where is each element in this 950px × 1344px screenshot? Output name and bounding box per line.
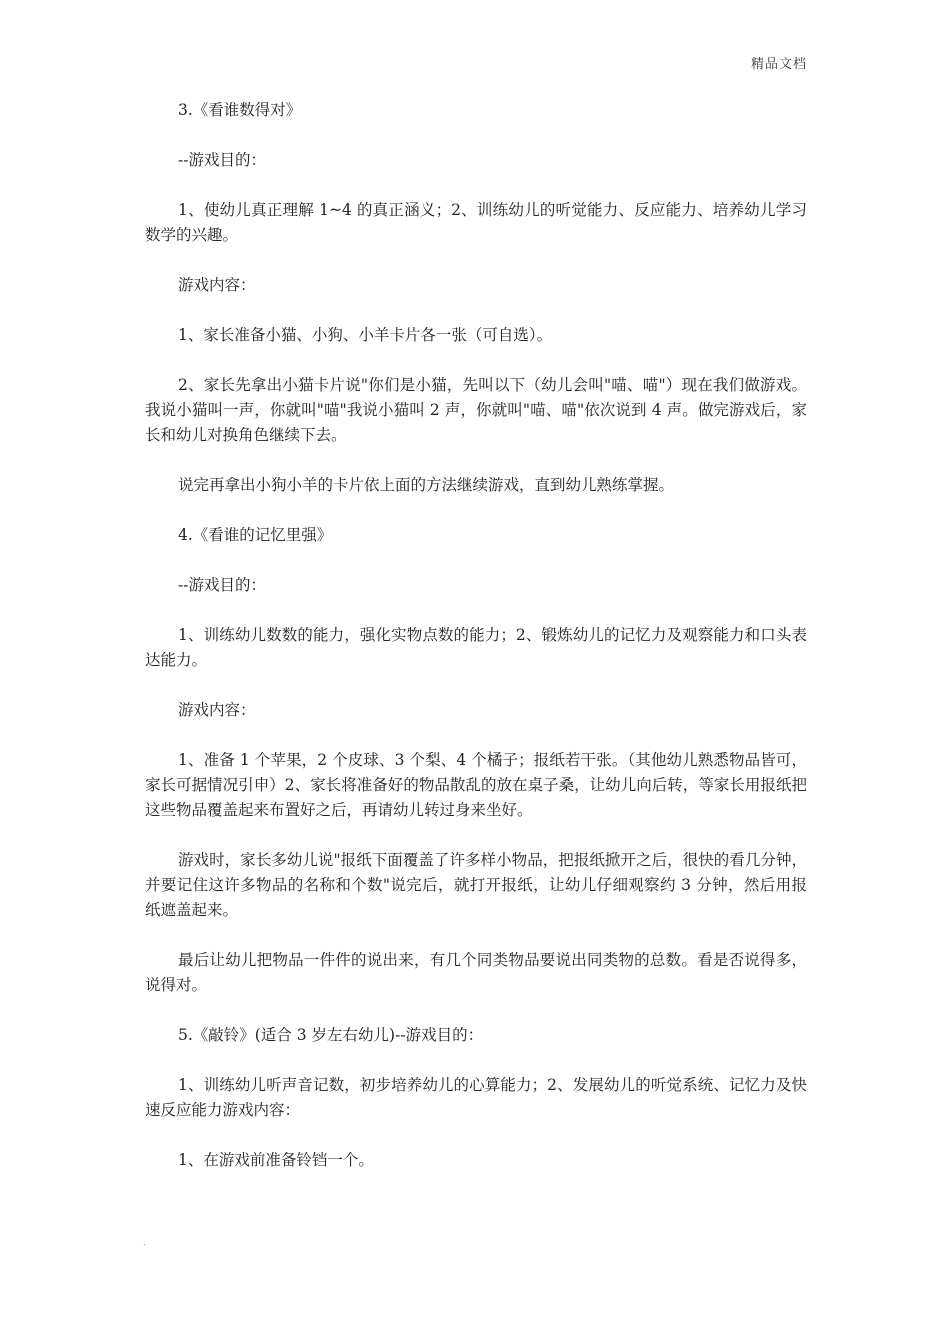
- section-4-goal-text: 1、训练幼儿数数的能力，强化实物点数的能力；2、锻炼幼儿的记忆力及观察能力和口头表达能力。: [145, 626, 807, 669]
- section-3-content-heading: 游戏内容：: [178, 276, 256, 294]
- section-3-goal-text: 1、使幼儿真正理解 1~4 的真正涵义；2、训练幼儿的听觉能力、反应能力、培养幼儿学习数学的兴趣。: [145, 201, 807, 244]
- section-4-step-1: 1、准备 1 个苹果，2 个皮球、3 个梨、4 个橘子；报纸若干张。（其他幼儿熟悉物品皆可，家长可据情况引申）2、家长将准备好的物品散乱的放在桌子桑，让幼儿向后转，等家长用报纸把这些物品覆盖起来布置好之后，再请幼儿转过身来坐好。: [145, 751, 807, 819]
- section-3-step-3: 说完再拿出小狗小羊的卡片依上面的方法继续游戏，直到幼儿熟练掌握。: [178, 476, 675, 494]
- section-4-goal-heading: --游戏目的：: [178, 576, 266, 594]
- section-4-title: 4.《看谁的记忆里强》: [178, 526, 333, 544]
- section-3-step-1: 1、家长准备小猫、小狗、小羊卡片各一张（可自选）。: [178, 326, 553, 344]
- section-4-content-heading: 游戏内容：: [178, 701, 256, 719]
- page-footer-mark: .: [143, 1238, 146, 1247]
- section-5-step-1: 1、在游戏前准备铃铛一个。: [178, 1151, 374, 1169]
- section-3-step-2: 2、家长先拿出小猫卡片说"你们是小猫，先叫以下（幼儿会叫"喵、喵"）现在我们做游戏。我说小猫叫一声，你就叫"喵"我说小猫叫 2 声，你就叫"喵、喵"依次说到 4 声。做完游戏后，家长和幼儿对换角色继续下去。: [145, 376, 807, 444]
- section-3-goal-heading: --游戏目的：: [178, 151, 266, 169]
- section-4-step-2: 游戏时，家长多幼儿说"报纸下面覆盖了许多样小物品，把报纸掀开之后，很快的看几分钟，并要记住这许多物品的名称和个数"说完后，就打开报纸，让幼儿仔细观察约 3 分钟，然后用报纸遮盖起来。: [145, 851, 807, 919]
- section-3-title: 3.《看谁数得对》: [178, 101, 302, 119]
- page-header-tag: 精品文档: [750, 57, 807, 72]
- section-4-step-3: 最后让幼儿把物品一件件的说出来，有几个同类物品要说出同类物的总数。看是否说得多，说得对。: [145, 951, 807, 994]
- section-5-title: 5.《敲铃》(适合 3 岁左右幼儿)--游戏目的：: [178, 1026, 484, 1044]
- section-5-goal-text: 1、训练幼儿听声音记数，初步培养幼儿的心算能力；2、发展幼儿的听觉系统、记忆力及快速反应能力游戏内容：: [145, 1076, 807, 1119]
- document-body: [145, 98, 807, 1198]
